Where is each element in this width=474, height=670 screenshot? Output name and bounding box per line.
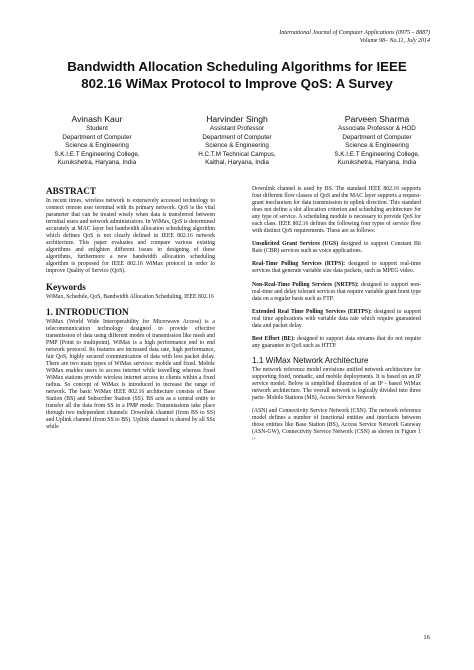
service-term: Best Effort (BE): <box>252 335 296 342</box>
page-number: 16 <box>423 634 430 641</box>
service-description: designed to support data streams that do not require any guarantee in QoS such as HTTP. <box>252 335 421 349</box>
author-position: Associate Professor & HOD <box>338 125 416 132</box>
journal-header <box>279 30 430 45</box>
service-term: Unsolicited Grant Services (UGS) <box>252 241 339 248</box>
introduction-text: WiMax (World Wide Interoperability for Microwave Access) is a telecommunication technology designed to provide effective transmission of data using different modes of transmission like mesh and PMP (Point to multipoint). WiMax is a high performance end to end network protocol. Its features are increased data rate, high performance, fair QoS, highly secured communication of data with less packet delay. There are two main types of WiMax services: mobile and fixed. Mobile WiMax enables users to access internet while travelling whereas fixed WiMax stations provide wireless internet access to clients within a fixed radius. So concept of WiMax is introduced to increase the range of network. The basic WiMax IEEE 802.16 architecture consists of Base Station (BS) and Subscriber Station (SS). BS acts as a central entity to transfer all the data from SS in a PMP mode. Transmissions take place through two independent channels: Downlink channel (from BS to SS) and Uplink channel (from SS to BS). Uplink channel is shared by all SSs while <box>46 318 215 431</box>
author-department-2: Science & Engineering <box>345 142 409 150</box>
author-institution: S.K.I.E.T Engineering College, <box>54 150 140 158</box>
service-term: Extended Real Time Polling Services (ERTPS): <box>252 308 372 315</box>
service-description: designed to support Constant Bit Rate (CBR) services such as voice applications. <box>252 241 421 255</box>
author-location: Kaithal, Haryana, India <box>205 159 269 167</box>
right-column <box>252 186 421 443</box>
service-nrtps <box>252 282 421 303</box>
service-description: designed to support non-real-time and delay tolerant services that require variable grant burst type data on a regular basis such as FTP. <box>252 281 421 302</box>
author-institution: S.K.I.E.T Engineering College, <box>334 150 420 158</box>
paper-title-line-2: 802.16 WiMax Protocol to Improve QoS: A Survey <box>81 76 393 91</box>
subsection-heading: 1.1 WiMax Network Architecture <box>252 355 369 365</box>
keywords-heading: Keywords <box>46 281 86 292</box>
service-ertps <box>252 309 421 330</box>
subsection-text: The network reference model envisions unified network architecture for supporting fixed, nomadic, and mobile deployments. It is based on an IP service model. Below is simplified illustration of an IP - based WiMax network architecture. The overall network is logically divided into three parts- Mobile Stations (MS), Access Service Network <box>252 366 421 402</box>
author-name: Parveen Sharma <box>344 114 410 124</box>
author-department: Department of Computer <box>202 133 272 141</box>
author-1 <box>32 114 162 168</box>
service-term: Non-Real-Time Polling Services (NRTPS): <box>252 281 359 288</box>
author-block <box>0 114 474 176</box>
author-department-2: Science & Engineering <box>205 142 269 150</box>
author-institution: H.C.T.M Technical Campus, <box>198 150 276 158</box>
author-2 <box>172 114 302 168</box>
left-column <box>46 186 215 431</box>
service-rtps <box>252 261 421 275</box>
introduction-continuation: Downlink channel is used by BS. The standard IEEE 802.16 supports four different flow classes of QoS and the MAC layer supports a request-grant mechanism for data transmission in uplink direction. This standard does not define a slot allocation criterion and scheduling architecture for any type of service. A scheduling module is necessary to provide QoS for each class. IEEE 802.16 defines the following four types of service flow with distinct QoS requirements. These are as follows: <box>252 186 421 235</box>
abstract-text: In recent times, wireless network is extensively accessed technology to connect remote user terminal with its primary network. QoS is the vital parameter that can be treated wisely when data is transferred between terminal users and network administrators. In WiMax, QoS is determined accurately at MAC layer but bandwidth allocation scheduling algorithm which defines QoS is not clearly defined in IEEE 802.16 network architecture. This paper evaluates and compare various existing algorithms and enlighten different issues in designing of these algorithms, furthermore a new bandwidth allocation scheduling algorithm is proposed for IEEE 802.16 WiMax protocol in order to improve Quality of Service (QoS). <box>46 198 215 275</box>
author-name: Avinash Kaur <box>71 114 123 124</box>
service-description: designed to support real-time services that generate variable size data packets, such as MPEG video. <box>252 261 421 275</box>
paper-title <box>20 58 454 92</box>
author-3 <box>312 114 442 168</box>
author-location: Kurukshetra, Haryana, India <box>57 159 137 167</box>
abstract-heading: ABSTRACT <box>46 186 97 196</box>
journal-name: International Journal of Computer Applications (0975 – 8887) <box>279 30 430 36</box>
author-location: Kurukshetra, Haryana, India <box>337 159 417 167</box>
service-description: designed to support real time applications with variable data rate which require guaranteed data and packet delay. <box>252 308 421 329</box>
author-department-2: Science & Engineering <box>65 142 129 150</box>
author-department: Department of Computer <box>62 133 132 141</box>
service-ugs <box>252 241 421 255</box>
journal-volume: Volume 98– No.11, July 2014 <box>359 37 430 44</box>
author-position: Student <box>86 125 108 132</box>
service-term: Real-Time Polling Services (RTPS): <box>252 261 346 268</box>
author-name: Harvinder Singh <box>206 114 268 124</box>
author-position: Assistant Professor <box>209 125 265 132</box>
introduction-heading: 1. INTRODUCTION <box>46 306 129 317</box>
subsection-text-2: (ASN) and Connectivity Service Network (CSN). The network reference model defines a number of functional entities and interfaces between those entities like Base Station (BS), Access Service Network Gateway (ASN-GW), Connectivity Service Network (CSN) as shown in Figure 1 :- <box>252 408 421 443</box>
keywords-text: WiMax, Schedule, QoS, Bandwidth Allocation Scheduling, IEEE 802.16 <box>46 293 214 300</box>
service-be <box>252 336 421 350</box>
author-department: Department of Computer <box>342 133 412 141</box>
paper-title-line-1: Bandwidth Allocation Scheduling Algorithms for IEEE <box>67 59 407 74</box>
